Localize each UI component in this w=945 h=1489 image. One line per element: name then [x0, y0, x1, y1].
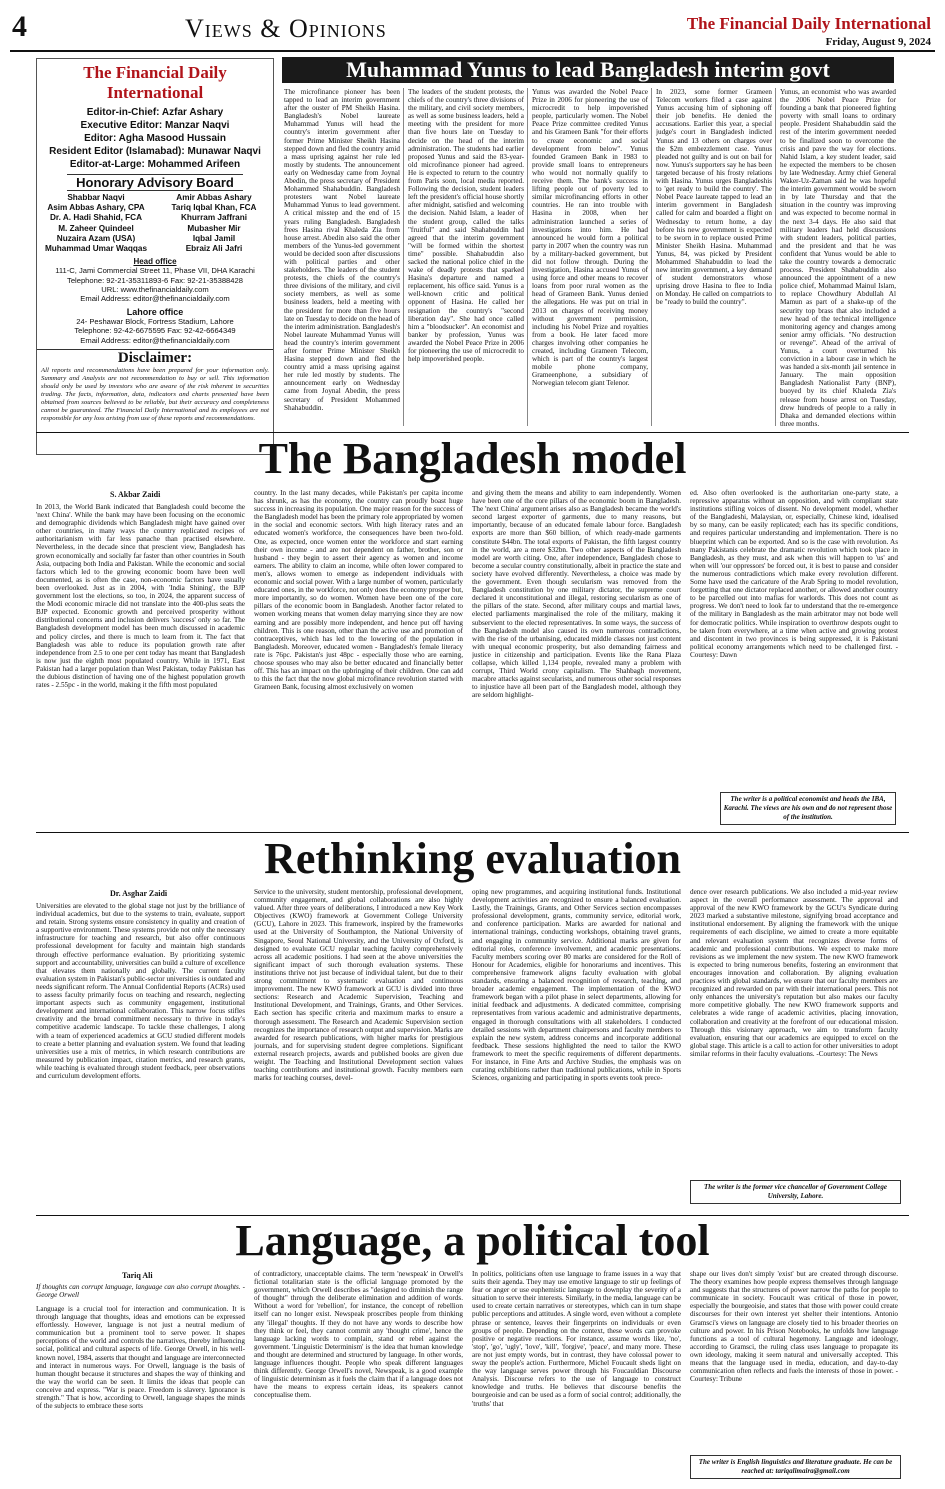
advisor: Shabbar Naqvi: [67, 193, 125, 202]
section-title: Views & Opinions: [185, 14, 387, 43]
article2-col1: [36, 503, 245, 833]
article1-text: The microfinance pioneer has been tapped to lead an interim government after the ouster of PM Sheikh Hasina. Bangladesh's Nobel laureate Muhammad Yunus will head the country's interim government after former Prime Minister Sheikh Hasina stepped down and fled the country amid a mass uprising against her rule led mostly by students. The announcement early on Wednesday came from Joynal Abedin, the press secretary of President Mohammed Shahabuddin. Bangladesh protesters want Nobel laureate Muhammad Yunus to lead government. A critical misstep and the end of 15 years ruling Bangladesh. Bangladesh frees Hasina rival Khaleda Zia from house arrest. Abedin also said the other members of the Yunus-led government would be decided soon after discussions with political parties and other stakeholders. The leaders of the student protests, the chiefs of the country's three divisions of the military, and civil society members, as well as some business leaders, held a meeting with the president for more than five hours late on Tuesday to decide on the head of the interim administration. Bangladesh's Nobel laureate Muhammad Yunus will head the country's interim government after former Prime Minister Sheikh Hasina stepped down and fled the country amid a mass uprising against her rule led mostly by students. The announcement early on Wednesday came from Joynal Abedin, the press secretary of President Mohammed Shahabuddin.: [284, 88, 400, 412]
article1-text: The leaders of the student protests, the chiefs of the country's three divisions of the military, and civil society members, as well as some business leaders, held a meeting with the president for more than five hours late on Tuesday to decide on the head of the interim administration. The students had earlier proposed Yunus and said the 83-year-old microfinance pioneer had agreed. He is expected to return to the country from Paris soon, local media reported. Following the decision, student leaders left the president's official house shortly after midnight, satisfied and welcoming the decision. Nahid Islam, a leader of the student group, called the talks "fruitful" and said Shahabuddin had agreed that the interim government "will be formed within the shortest time" possible. Shahabuddin also sacked the national police chief in the wake of deadly protests that sparked Hasina's departure and named a replacement, his office said. Yunus is a well-known critic and political opponent of Hasina. He called her resignation the country's "second liberation day". She had once called him a "bloodsucker". An economist and banker by profession, Yunus was awarded the Nobel Peace Prize in 2006 for pioneering the use of microcredit to help impoverished people.: [408, 88, 524, 364]
article2-headline: The Bangladesh model: [258, 434, 687, 483]
disclaimer-text: All reports and recommendations have been prepared for your information only. Summary and Analysis are not recommendation to buy or sell. This information should only be used by investors who are aware of the risk inherent in securities trading. The facts, information, data, indicators and charts presented have been obtained from sources believed to be reliable, but their accuracy and completeness cannot be guaranteed. The Financial Daily International and its employees are not responsible for any loss arising from use of these reports and recommendations.: [41, 367, 269, 423]
advisory-board: [37, 193, 273, 254]
editor: Editor: Agha Masood Hussain: [84, 133, 226, 144]
article4-col2: [254, 1270, 463, 1480]
advisor: Tariq Iqbal Khan, FCA: [171, 203, 257, 213]
article1-col1: [284, 88, 400, 428]
advisory-right: [155, 193, 273, 254]
article4-col3: [472, 1270, 681, 1480]
executive-editor: Executive Editor: Manzar Naqvi: [80, 120, 230, 131]
email-line: Email Address: editor@thefinancialdaily.com: [80, 335, 230, 345]
url-line: URL: www.thefinancialdaily.com: [101, 285, 209, 295]
article4-text: In politics, politicians often use language to frame issues in a way that suits their agenda. They may use emotive language to stir up feelings of fear or anger or use euphemistic language to downplay the severity of a situation to serve their interests. Similarly, in the media, language can be used to create certain narratives or stereotypes, which can in turn shape public perceptions and attitudes. A single word, even without a complete phrase or sentence, leaves their fingerprints on individuals or even groups of people. Depending on the context, these words can provoke positive or negative reactions. For instance, assume words like, 'no', 'stop', 'go', 'ugly', 'love', 'kill', 'forgive', 'peace', and many more. These are not just empty words, but in contrast, they have colossal power to sway the people's action. Furthermore, Michel Foucault sheds light on the way language serves power through his Foucauldian Discourse Analysis. Discourse refers to the use of language to construct knowledge and truths. He believes that discourse benefits the bourgeoisie and can be used as a form of social control; additionally, the 'truths' that: [472, 1270, 681, 1408]
column-divider: [527, 88, 528, 426]
article2-col4: [690, 489, 898, 787]
advisor: Muhammad Umar Waqqas: [44, 244, 148, 254]
staff-list: [37, 106, 273, 171]
advisor: Ebraiz Ali Jafri: [185, 244, 243, 254]
phone-line: Telephone: 92-42-6675595 Fax: 92-42-6664349: [74, 326, 236, 336]
lahore-office-title: Lahore office: [126, 306, 184, 317]
advisory-board-title: Honorary Advisory Board: [67, 174, 243, 191]
article4-text: Language is a crucial tool for interaction and communication. It is through language that thoughts, ideas and emotions can be expressed effortlessly. However, language is not just a neutral medium of communication but a prominent tool to serve power. It shapes perceptions of the world and controls the narratives, thereby influencing social, political and cultural aspects of life. George Orwell, in his well-known novel, 1984, asserts that thought and language are interconnected and interact in numerous ways. For Orwell, language is the basis of human thought because it structures and shapes the way of thinking and the way the world can be seen. It limits the ideas that people can conceive and express. "War is peace. Freedom is slavery. Ignorance is strength." That is how, according to Orwell, language shapes the minds of the subjects to embrace these sorts: [36, 1305, 245, 1411]
article1-col3: [532, 88, 648, 428]
article2-col3: [472, 489, 681, 833]
article4-epigraph: [36, 1283, 245, 1303]
section-rule: [36, 432, 909, 433]
email-line: Email Address: editor@thefinancialdaily.com: [80, 294, 230, 304]
article1-col5: [780, 88, 896, 428]
article4-credit: The writer is English linguistics and literature graduate. He can be reached at: tariqalimaira@gmail.com: [690, 1455, 901, 1479]
lahore-office-address: [37, 317, 273, 345]
column-divider: [775, 88, 776, 426]
advisor: Khurram Jaffrani: [181, 213, 247, 223]
editor-at-large: Editor-at-Large: Mohammed Arifeen: [69, 159, 241, 170]
staff-paper-name: The Financial Daily International: [83, 63, 227, 102]
column-divider: [403, 88, 404, 426]
section-rule: [36, 832, 909, 833]
article4-text: shape our lives don't simply 'exist' but are created through discourse. The theory examines how people express themselves through language and suggests that the structures of power narrow the paths for people to communicate in society. Foucault was critical of those in power, especially the bourgeoisie, and states that those with power could create discourses for their own interest yet shelter their intentions. Antonio Gramsci's views on language are closely tied to his broader theories on culture and power. In his Prison Notebooks, he unfolds how language functions as a tool of cultural hegemony. Language and ideology, according to Gramsci, the ruling class uses language to propagate its own ideology, making it seem natural and universally accepted. This means that the language used in media, education, and day-to-day communication often reflects and fuels the interests of those in power. -Courtesy: Tribune: [690, 1270, 898, 1384]
article2-text: ed. Also often overlooked is the authoritarian one-party state, a repressive apparatus without an opposition, and with compliant state institutions stifling voices of dissent. No development model, whether of the Bangladeshi, Malaysian, or, especially, Chinese kind, idealised by so many, can be easily replicated; each has its specific conditions, and requires particular understanding and implementation. There is no blueprint which can be exported. And so is the case with revolution. As many Pakistanis celebrate the dramatic revolution which took place in Bangladesh, as they must, and ask when this will happen to 'us' and when will 'our oppressors' be forced out, it is best to pause and consider the numerous contradictions which make every revolution different. Some have used the caricature of the Arab Spring to model revolution, forgetting that one dictator replaced another, or allowed another country to be parcelled out into mafias for warlords. This does not count as progress. We don't need to look far to understand that the re-emergence of the military in Bangladesh as the main arbitrator may not bode well for democratic politics. While inspiration to overthrow despots ought to be taken from everywhere, at a time when active and growing protest and discontent in two provinces is being suppressed, it is Pakistani political economy arrangements which need to be challenged first. -Courtesy: Dawn: [690, 489, 898, 659]
article3-text: oping new programmes, and acquiring institutional funds. Institutional development activities are recognized to ensure a balanced evaluation. Lastly, the Trainings, Grants, and Other Services section encompasses professional development, grants, community service, editorial work, and conference participation. Marks are awarded for national and international trainings, conducting workshops, obtaining travel grants, and engaging in community service. Additional marks are given for editorial roles, conference involvement, and academic presentations. Faculty members scoring over 80 marks are considered for the Roll of Honour for Academics, eligible for honorariums and incentives. This comprehensive framework aligns faculty evaluation with global standards, ensuring a balanced recognition of research, teaching, and broader academic engagement. The implementation of the KWO framework began with a pilot phase in select departments, allowing for initial feedback and adjustments. A dedicated committee, comprising representatives from various academic and administrative departments, engaged in thorough consultations with all stakeholders. I conducted detailed sessions with department chairpersons and faculty members to explain the new system, address concerns and incorporate additional feedback. These sessions highlighted the need to tailor the KWO framework to meet the specific requirements of different departments. For instance, in Fine Arts and Archive Studies, the emphasis was on curating exhibitions rather than traditional publications, while in Sports Sciences, organizing and participating in sports events took prece-: [472, 888, 681, 1083]
article1-text: Yunus, an economist who was awarded the 2006 Nobel Peace Prize for founding a bank that pioneered fighting poverty with small loans to ordinary people. President Shahabuddin said the rest of the interim government needed to be finalized soon to overcome the crisis and pave the way for elections. Nahid Islam, a key student leader, said he expected the members to be chosen by late Wednesday. Army chief General Waker-Uz-Zaman said he was hopeful the interim government would be sworn in by late Thursday and that the situation in the country was improving and was expected to become normal in the next 3-4 days. He also said that military leaders had held discussions with student leaders, political parties, and the president and that he was confident that Yunus would be able to take the country towards a democratic process. President Shahabuddin also announced the appointment of a new police chief, Mohammad Mainul Islam, to replace Chowdhury Abdullah Al Mamun as part of a shake-up of the security top brass that also included a new head of the technical intelligence monitoring agency and changes among senior army officials. "No destruction or revenge". Ahead of the arrival of Yunus, a court overturned his conviction in a labour case in which he was handed a six-month jail sentence in January. The main opposition Bangladesh Nationalist Party (BNP), buoyed by its chief Khaleda Zia's release from house arrest on Tuesday, drew hundreds of people to a rally in Dhaka and demanded elections within three months.: [780, 88, 896, 428]
article3-col3: [472, 888, 681, 1204]
article4-col4: [690, 1270, 898, 1450]
article3-headline: Rethinking evaluation: [264, 834, 681, 883]
article2-text: country. In the last many decades, while Pakistan's per capita income has shrunk, as has the economy, the country can proudly boast huge success in increasing its population. One major reason for the success of the Bangladesh model has been the primary role appropriated by women in the social and economic sectors. With high literacy rates and an educated women's workforce, the consequences have been two-fold. One, as expected, once women enter the workforce and start earning their own income - and are not dependent on father, brother, son or husband - they begin to assert their agency as women and income earners. The ability to claim an income, while often lower compared to men's, allows women to emerge as independent individuals with economic and social power. With a large number of women, particularly educated ones, in the workforce, not only does the economy prosper but, more importantly, so do women. Women have been one of the core pillars of the economic boom in Bangladesh. Another factor related to women working means that women delay marrying since they are now earning and are possibly more independent, and hence put off having children. This is one reason, other than the active use and promotion of contraceptives, which has led to the lowering of the population in Bangladesh. Moreover, educated women - Bangladesh's female literacy rate is 76pc. Pakistan's just 48pc - especially those who are earning, choose spouses who may also be better educated and financially better off. This has an impact on the upbringing of their children. One can add to this the fact that the now global microfinance revolution started with Grameen Bank, focusing almost exclusively on women: [254, 489, 463, 692]
article4-text: of contradictory, unacceptable claims. The term 'newspeak' in Orwell's fictional totalitarian state is the official language promoted by the government, which Orwell describes as "designed to diminish the range of thought" through the deliberate elimination and addition of words. Without a word for 'rebellion', for instance, the concept of rebellion itself can no longer exist. Newspeak proscribes people from thinking any 'illegal' thoughts. If they do not have any words to describe how they think or feel, they cannot commit any 'thought crime', hence the language lacking words to complain, stand or rebel against the government. 'Linguistic Determinism' is the idea that human knowledge and thought are determined and structured by language. In other words, language influences thought. People who speak different languages think differently. George Orwell's novel, Newspeak, is a good example of linguistic determinism as it fuels the claim that if a language does not have the means to express certain ideas, its speakers cannot conceptualise them.: [254, 1270, 463, 1400]
article3-col1: [36, 902, 245, 1204]
masthead: The Financial Daily International: [686, 14, 931, 33]
editor-in-chief: Editor-in-Chief: Azfar Ashary: [86, 107, 224, 118]
article4-col1: [36, 1305, 245, 1480]
article2-credit: The writer is a political economist and heads the IBA, Karachi. The views are his own and do not represent those of the institution.: [720, 792, 896, 825]
article2-byline: S. Akbar Zaidi: [110, 490, 161, 499]
advisor: M. Zaheer Quindeel: [58, 223, 134, 233]
phone-line: Telephone: 92-21-35311893-6 Fax: 92-21-35388428: [67, 275, 243, 285]
head-office-address: [37, 266, 273, 304]
article2-text: In 2013, the World Bank indicated that Bangladesh could become the 'next China'. While the bank may have been focusing on the economic and demographic dividends which Bangladesh might have gained over other countries, in many ways the country replicated recipes of authoritarianism with far less panache than practised elsewhere. Nevertheless, in the decade since that prescient view, Bangladesh has grown economically and socially far faster than other countries in South Asia, outpacing both India and Pakistan. While the economic and social factors which led to the growing economic boom have been well documented, as is often the case, non-economic factors have usually been overlooked. Just as in 2004, with 'India Shining', the BJP government lost the elections, so too, in 2024, the apparent success of the Modi economic miracle did not translate into the 400-plus seats the BJP expected. Economic growth and perceived prosperity without distributional concerns and inclusion delivers 'success' only so far. The Bangladesh development model has been much discussed in academic and policy circles, and there is much to learn from it. The fact that Bangladesh was able to reduce its population growth rate after independence from 2.5 to one per cent today has meant that Bangladesh is now just the eighth most populated country. While in 1971, East Pakistan had a larger population than West Pakistan, today Pakistan has the dubious distinction of having one of the highest population growth rates - 2.55pc - in the world, making it the fifth most populated: [36, 503, 245, 690]
address-line: 111-C, Jami Commercial Street 11, Phase VII, DHA Karachi: [55, 266, 255, 276]
article1-headline: Muhammad Yunus to lead Bangladesh interim govt: [282, 57, 894, 83]
advisor: Amir Abbas Ashary: [176, 193, 252, 202]
article3-col2: [254, 888, 463, 1204]
column-divider: [651, 88, 652, 426]
article3-credit: The writer is the former vice chancellor of Government College University, Lahore.: [690, 1180, 901, 1204]
advisor: Dr. A. Hadi Shahid, FCA: [49, 213, 143, 223]
disclaimer-title: Disclaimer:: [37, 349, 273, 367]
article2-col2: [254, 489, 463, 833]
article3-text: Universities are elevated to the global stage not just by the brilliance of individual academics, but due to the systems to train, evaluate, support and retain. Strong systems ensure consistency in quality and creation of a supportive environment. These systems provide not only the necessary infrastructure for teaching and research, but also offer continuous professional development for faculty and maintain high standards through effective performance evaluation. By prioritizing systemic support and accountability, universities can build a culture of excellence that elevates them nationally and globally. The current faculty evaluation system in Pakistan's public-sector universities is outdated and needs significant reform. The Annual Confidential Reports (ACRs) used to assess faculty primarily focus on teaching and research, neglecting important aspects such as community engagement, institutional development and international collaboration. This narrow focus stifles creativity and the broad commitment necessary to thrive in today's competitive academic landscape. To tackle these challenges, I along with a team of experienced academics at GCU studied different models to create a better planning and evaluation system. We found that leading universities use a mix of metrics, in which research contributions are measured by publication impact, citation metrics, and research grants, while teaching is evaluated through student feedback, peer observations and curriculum development efforts.: [36, 902, 245, 1080]
advisor: Asim Abbas Ashary, CPA: [47, 203, 145, 213]
staff-box: [36, 58, 274, 455]
page-number: 4: [12, 10, 27, 43]
article1-text: Yunus was awarded the Nobel Peace Prize in 2006 for pioneering the use of microcredit to help impoverished people, particularly women. The Nobel Peace Prize committee credited Yunus and his Grameen Bank "for their efforts to create economic and social development from below". Yunus founded Grameen Bank in 1983 to provide small loans to entrepreneurs who would not normally qualify to receive them. The bank's success in lifting people out of poverty led to similar microfinancing efforts in other countries. He ran into trouble with Hasina in 2008, when her administration launched a series of investigations into him. He had announced he would form a political party in 2007 when the country was run by a military-backed government, but did not follow through. During the investigation, Hasina accused Yunus of using force and other means to recover loans from poor rural women as the head of Grameen Bank. Yunus denied the allegations. He was put on trial in 2013 on charges of receiving money without government permission, including his Nobel Prize and royalties from a book. He later faced more charges involving other companies he created, including Grameen Telecom, which is part of the country's largest mobile phone company, Grameenphone, a subsidiary of Norwegian telecom giant Telenor.: [532, 88, 648, 388]
article1-col2: [408, 88, 524, 428]
article4-headline: Language, a political tool: [235, 1216, 710, 1265]
issue-date: Friday, August 9, 2024: [825, 36, 931, 48]
article3-text: dence over research publications. We also included a mid-year review aspect in the overall performance assessment. The approval and approval of the new KWO framework by the GCU's Syndicate during 2023 marked a substantive milestone, signifying broad acceptance and institutional endorsement. By aligning the framework with the unique requirements of each discipline, we aimed to create a more equitable and relevant evaluation system that recognizes diverse forms of academic and professional contributions. We expect to make more revisions as we implement the new system. The new KWO framework is expected to bring numerous benefits, fostering an environment that encourages innovation and collaboration. By aligning evaluation practices with global standards, we ensure that our faculty members are recognized and rewarded on par with their international peers. This not only enhances the university's reputation but also makes our faculty more competitive globally. The new KWO framework supports and celebrates a wide range of academic activities, placing innovation, collaboration and creativity at the forefront of our educational mission. Through this visionary approach, we aim to transform faculty evaluation, ensuring that our academics are equipped to excel on the global stage. This article is a call to action for other universities to adopt similar reforms in their faculty evaluations. -Courtesy: The News: [690, 888, 898, 1058]
article1-col4: [656, 88, 772, 428]
address-line: 24- Peshawar Block, Fortress Stadium, Lahore: [76, 316, 234, 326]
head-office-title: Head office: [133, 257, 177, 267]
advisor: Mubasher Mir: [187, 223, 241, 233]
advisor: Iqbal Jamil: [192, 233, 236, 243]
article2-text: and giving them the means and ability to earn independently. Women have been one of the core pillars of the economic boom in Bangladesh. The 'next China' argument arises also as Bangladesh became the world's second largest exporter of garments, due to many reasons, but importantly, because of an educated female labour force. Bangladesh exports are more than $60 billion, of which ready-made garments constitute $44bn. The total exports of Pakistan, the fifth largest country in the world, are a mere $32bn. Two other aspects of the Bangladesh model are worth citing. One, after independence, Bangladesh chose to become a secular country constitutionally, albeit in practice the state and society have evolved differently. Nevertheless, a choice was made by the government. Even though secularism was removed from the Bangladesh constitution by one military dictator, the supreme court declared it unconstitutional and illegal, restoring secularism as one of the pillars of the state. Second, after military coups and martial laws, elected parliaments marginalised the role of the military, making it subservient to the elected representatives. In some ways, the success of the Bangladesh model also caused its own numerous contradictions, with the rise of the urbanising, educated middle classes not just content with unequal economic prosperity, but also demanding fairness and justice in citizenship and participation. Events like the Rana Plaza collapse, which killed 1,134 people, revealed many a problem with corrupt, Third World crony capitalism. The Shahbagh movement, macabre attacks against secularists, and numerous other social responses to injustice have all been part of the Bangladesh model, although they are seldom highlight-: [472, 489, 681, 700]
article3-col4: [690, 888, 898, 1176]
resident-editor: Resident Editor (Islamabad): Munawar Naqvi: [49, 146, 261, 157]
article3-text: Service to the university, student mentorship, professional development, community engagement, and global collaborations are also highly valued. After three years of deliberations, I introduced a new Key Work Objectives (KWO) framework at Government College University (GCU), Lahore in 2023. This framework, inspired by the frameworks used at the University of Southampton, the National University of Singapore, Seoul National University, and the University of Oxford, is designed to evaluate GCU regular teaching faculty comprehensively across all academic positions. I had seen at the above universities the significant impact of such thorough evaluation systems. These institutions thrive not just because of individual talent, but due to their strong commitment to systematic evaluation and continuous improvement. The new KWO framework at GCU is divided into three sections: Research and Academic Supervision, Teaching and Institutional Development, and Trainings, Grants, and Other Services. Each section has specific criteria and maximum marks to ensure a thorough assessment. The Research and Academic Supervision section recognizes the importance of research output and supervision. Marks are awarded for research publications, with higher marks for prestigious journals, and for supervising student degree completions. Significant external research projects, awards and published books are given due weight. The Teaching and Institutional Development section values teaching contributions and institutional growth. Faculty members earn marks for teaching courses, devel-: [254, 888, 463, 1083]
epigraph-text: If thoughts can corrupt language, language can also corrupt thoughts. - George Orwell: [36, 1283, 245, 1300]
article3-byline: Dr. Asghar Zaidi: [110, 889, 168, 898]
article1-text: In 2023, some former Grameen Telecom workers filed a case against Yunus accusing him of siphoning off their job benefits. He denied the accusations. Earlier this year, a special judge's court in Bangladesh indicted Yunus and 13 others on charges over the $2m embezzlement case. Yunus pleaded not guilty and is out on bail for now. Yunus's supporters say he has been targeted because of his frosty relations with Hasina. Yunus urges Bangladeshis to 'get ready to build the country'. The Nobel Peace laureate tapped to lead an interim government in Bangladesh called for calm and boarded a flight on Wednesday to return home, a day before his new government is expected to be sworn in to replace ousted Prime Minister Sheikh Hasina. Muhammad Yunus, 84, was picked by President Mohammed Shahabuddin to lead the new interim government, a key demand of student demonstrators whose uprising drove Hasina to flee to India on Monday. He called on compatriots to be "ready to build the country".: [656, 88, 772, 307]
advisor: Nuzaira Azam (USA): [56, 233, 136, 243]
header-rule: [10, 50, 935, 52]
advisory-left: [37, 193, 155, 254]
article4-byline: Tariq Ali: [122, 1271, 153, 1280]
